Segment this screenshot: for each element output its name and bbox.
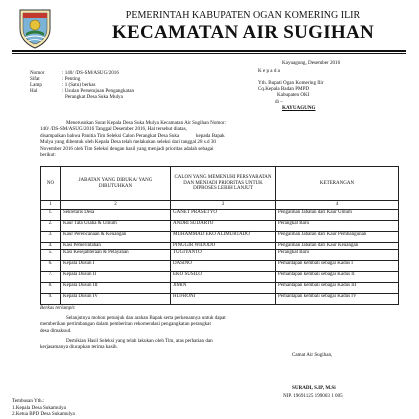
letterhead-district: KECAMATAN AIR SUGIHAN xyxy=(111,22,375,43)
cc-title: Tembusan Yth.: xyxy=(12,398,45,404)
lampiran-value: : 1 (Satu) berkas xyxy=(62,82,96,88)
row-jabatan: Kaur Tata Usaha & Umum xyxy=(61,220,171,231)
table-row xyxy=(41,271,399,282)
table-row xyxy=(41,242,399,249)
table-row xyxy=(41,231,399,242)
row-calon: HUFRONI xyxy=(171,293,276,304)
row-jabatan: Kepala Dusun III xyxy=(61,282,171,293)
cc-item-2: 2.Ketua BPD Desa Sukamulya xyxy=(12,411,75,417)
letter-meta xyxy=(30,70,134,100)
hal-value-2: Perangkat Desa Suka Mulya xyxy=(65,94,123,100)
row-no: 5. xyxy=(41,249,61,260)
row-keterangan: Perangkat Baru xyxy=(276,249,399,260)
lampiran-label: Lamp xyxy=(30,82,42,88)
intro-line-6: berikut: xyxy=(40,152,56,159)
colnum-3: 3 xyxy=(171,201,276,210)
table-row xyxy=(41,282,399,293)
row-no: 4. xyxy=(41,242,61,249)
row-keterangan: Pemantapan kembali sebagai Kadus III xyxy=(276,282,399,293)
hal-value: : Usulan Persetujuan Pengangkatan xyxy=(62,88,135,94)
signature-nip: NIP. 19691125 199003 1 005 xyxy=(283,393,343,399)
closing-paragraph-2 xyxy=(40,338,398,351)
header-calon: CALON YANG MEMENUHI PERSYARATAN DAN MENJADI PRIORITAS UNTUK DIPROSES LEBIH LANJUT xyxy=(171,167,276,201)
row-calon: MUHAMMAD EKO ALIMURTADO xyxy=(171,231,276,242)
closing-2-line-2: kerjasamanya diucapkan terima kasih. xyxy=(40,344,118,351)
addressee-line-4: di – xyxy=(275,99,283,105)
row-calon: PINGGIR WIDODO xyxy=(171,242,276,249)
table-row xyxy=(41,260,399,271)
intro-paragraph xyxy=(40,120,398,158)
row-jabatan: Kaur Perencanaan & Keuangan xyxy=(61,231,171,242)
closing-1-line-2: memberikan pertimbangan dalam pemberitan rekomendasi pengangkatan perangkat xyxy=(40,321,211,328)
row-no: 7. xyxy=(41,271,61,282)
intro-line-2: 140/ /DS-SM/ASUG/2016 Tanggal Desember 2016, Hal tersebut diatas, xyxy=(40,126,187,133)
closing-1-line-1: Selanjutnya mohon petunjuk dan arahan Bapak serta perkenannya untuk dapat xyxy=(66,315,226,321)
place-date: Kayuagung, Desember 2016 xyxy=(282,60,341,66)
row-keterangan: Pengalihan Jabatan dari Kaur Umum xyxy=(276,209,399,220)
signature-name: SURADI, S.IP, M.Si xyxy=(292,385,336,391)
closing-1-line-3: desa dimaksud. xyxy=(40,327,72,334)
row-keterangan: Pemantapan kembali sebagai Kadus II xyxy=(276,271,399,282)
row-calon: EKO SUSILO xyxy=(171,271,276,282)
intro-line-1: Menerusukan Surat Kepala Desa Suka Mulya Kecamatan Air Sugihan Nomor: xyxy=(66,120,226,126)
row-jabatan: Sekretaris Desa xyxy=(61,209,171,220)
header-no: NO xyxy=(41,167,61,201)
row-no: 2. xyxy=(41,220,61,231)
addressee-line-1: Yth. Bupati Ogan Komering Ilir xyxy=(258,80,324,86)
sifat-value: : Penting xyxy=(62,76,81,82)
regency-emblem-icon xyxy=(16,7,54,49)
row-jabatan: Kepala Dusun II xyxy=(61,271,171,282)
header-keterangan: KETERANGAN xyxy=(276,167,399,201)
kepada-label: K e p a d a xyxy=(258,68,280,74)
table-row xyxy=(41,293,399,304)
colnum-1: 1 xyxy=(41,201,61,210)
letterhead-rule-thick xyxy=(12,50,406,52)
table-row xyxy=(41,220,399,231)
addressee-line-3: Kabupaten OKI xyxy=(277,92,310,98)
header-jabatan: JABATAN YANG DIBUKA/ YANG DIBUTUHKAN xyxy=(61,167,171,201)
closing-2-line-1: Demikian Hasil Seleksi yang telah lakukan oleh Tim, atas perhatian dan xyxy=(66,338,213,344)
intro-line-5: November 2016 oleh Tim Seleksi dengan hasil yang menjadi prioritas adalah sebagai xyxy=(40,145,214,152)
candidate-table xyxy=(40,166,399,305)
nomor-value: : 140/ /DS-SM/ASUG/2016 xyxy=(62,70,119,76)
row-no: 6. xyxy=(41,260,61,271)
row-keterangan: Pengalihan Jabatan dari Kaur Keuangan xyxy=(276,242,399,249)
table-colnum-row xyxy=(41,201,399,210)
colnum-2: 2 xyxy=(61,201,171,210)
intro-line-4: Mulya yang dibentuk oleh Kepala Desa telah melakukan seleksi dari tanggal 28 s.d 30 xyxy=(40,139,216,146)
row-keterangan: Pemantapan kembali sebagai Kadus I xyxy=(276,260,399,271)
intro-kepada-word: kepada Bapak xyxy=(196,132,225,139)
row-keterangan: Pemantapan kembali sebagai Kadus IV xyxy=(276,293,399,304)
table-row xyxy=(41,249,399,260)
colnum-4: 4 xyxy=(276,201,399,210)
row-no: 9. xyxy=(41,293,61,304)
sifat-label: Sifat xyxy=(30,76,40,82)
row-calon: JIMIN xyxy=(171,282,276,293)
closing-paragraph-1 xyxy=(40,315,398,334)
row-no: 8. xyxy=(41,282,61,293)
addressee-line-2: Cq.Kepala Badan PMPD xyxy=(258,86,310,92)
row-jabatan: Kepala Dusun IV xyxy=(61,293,171,304)
table-header-row xyxy=(41,167,399,201)
row-jabatan: Kasi Pemerintahan xyxy=(61,242,171,249)
letterhead-rule-thin xyxy=(12,53,406,54)
row-keterangan: Perangkat Baru xyxy=(276,220,399,231)
row-calon: DASINO xyxy=(171,260,276,271)
addressee-city: KAYUAGUNG xyxy=(282,105,316,111)
berkas-note: Berkas terlampir. xyxy=(40,305,76,311)
row-jabatan: Kasi Kesejahteraan & Pelayanan xyxy=(61,249,171,260)
signature-title: Camat Air Sugihan, xyxy=(292,352,333,358)
row-jabatan: Kepala Dusun I xyxy=(61,260,171,271)
intro-line-3: disampaikan bahwa Panitia Tim Seleksi Calon Perangkat Desa Suka xyxy=(40,132,180,139)
row-calon: ANDRI SUDARTO xyxy=(171,220,276,231)
table-row xyxy=(41,209,399,220)
row-calon: GANET PRASETYO xyxy=(171,209,276,220)
row-no: 1. xyxy=(41,209,61,220)
row-no: 3. xyxy=(41,231,61,242)
hal-label: Hal xyxy=(30,88,38,94)
cc-item-1: 1.Kepala Desa Sukamulya xyxy=(12,405,66,411)
row-keterangan: Pengalihan Jabatan dari Kaur Pembangunan xyxy=(276,231,399,242)
row-calon: TUGIYANTO xyxy=(171,249,276,260)
nomor-label: Nomor xyxy=(30,70,45,76)
letterhead-government: PEMERINTAH KABUPATEN OGAN KOMERING ILIR xyxy=(125,10,361,21)
